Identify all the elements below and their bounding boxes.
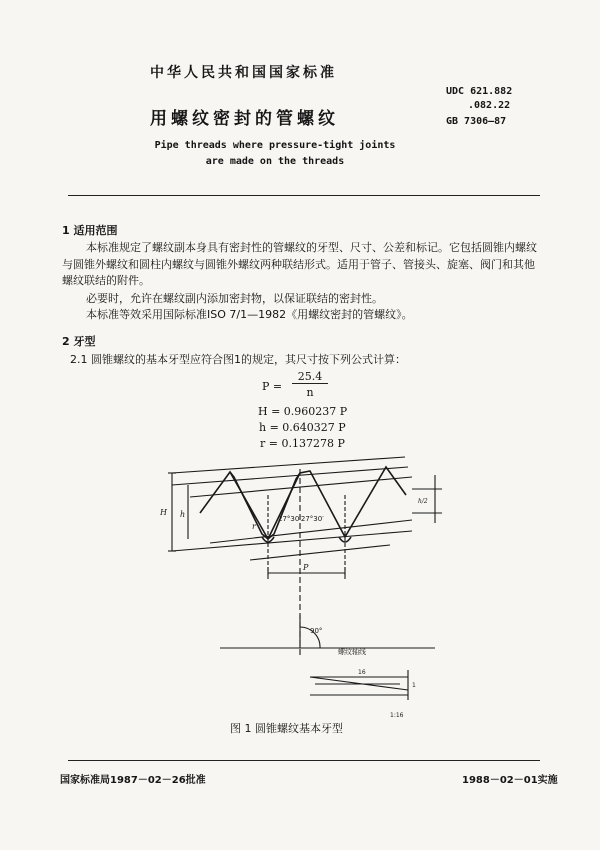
label-taper-16: 16 <box>358 669 366 676</box>
issuing-org: 中华人民共和国国家标准 <box>150 65 337 81</box>
label-H: H <box>160 508 167 517</box>
header-divider <box>68 195 540 196</box>
standard-title: 用螺纹密封的管螺纹 <box>150 109 339 129</box>
formula-p-denominator: n <box>306 386 314 399</box>
label-90-degrees: 90° <box>310 627 323 635</box>
figure-caption: 图 1 圆锥螺纹基本牙型 <box>230 722 343 735</box>
section-1-para-1: 本标准规定了螺纹副本身具有密封性的管螺纹的牙型、尺寸、公差和标记。它包括圆锥内螺纹与圆锥外螺纹和圆柱内螺纹与圆锥外螺纹两种联结形式。适用于管子、管接头、旋塞、阀门和其他螺纹联结的附件。 <box>62 241 537 287</box>
label-taper-ratio: 1:16 <box>390 712 404 719</box>
gb-code: GB 7306—87 <box>446 116 507 127</box>
label-P: P <box>303 563 309 572</box>
formula-h: h = 0.640327 P <box>259 421 346 434</box>
label-h: h <box>180 510 186 519</box>
section-2-heading: 2 牙型 <box>62 335 96 348</box>
label-taper-1: 1 <box>412 682 416 689</box>
label-thread-axis: 螺纹轴线 <box>338 648 366 656</box>
footer-divider <box>68 760 540 761</box>
label-r: r <box>252 522 256 531</box>
label-h-half: h/2 <box>418 498 428 505</box>
udc-code-line2: .082.22 <box>468 100 511 111</box>
udc-code-line1: UDC 621.882 <box>446 86 513 97</box>
section-1-heading: 1 适用范围 <box>62 224 118 237</box>
section-1-para-2: 必要时，允许在螺纹副内添加密封物，以保证联结的密封性。 <box>86 292 383 305</box>
english-title-line2: are made on the threads <box>205 156 345 167</box>
thread-profile-figure <box>150 455 450 720</box>
clause-2-1: 2.1 圆锥螺纹的基本牙型应符合图1的规定，其尺寸按下列公式计算： <box>70 353 406 366</box>
formula-r: r = 0.137278 P <box>260 437 345 450</box>
label-angles: 27°30′27°30′ <box>278 515 324 523</box>
approval-date: 国家标准局1987－02－26批准 <box>60 775 206 786</box>
english-title-line1: Pipe threads where pressure-tight joints <box>154 140 396 151</box>
section-1-para-3: 本标准等效采用国际标准ISO 7/1—1982《用螺纹密封的管螺纹》。 <box>86 308 413 321</box>
formula-p-lhs: P = <box>262 380 283 393</box>
formula-p-numerator: 25.4 <box>292 370 328 384</box>
effective-date: 1988－02－01实施 <box>462 775 558 786</box>
formula-H: H = 0.960237 P <box>258 405 348 418</box>
